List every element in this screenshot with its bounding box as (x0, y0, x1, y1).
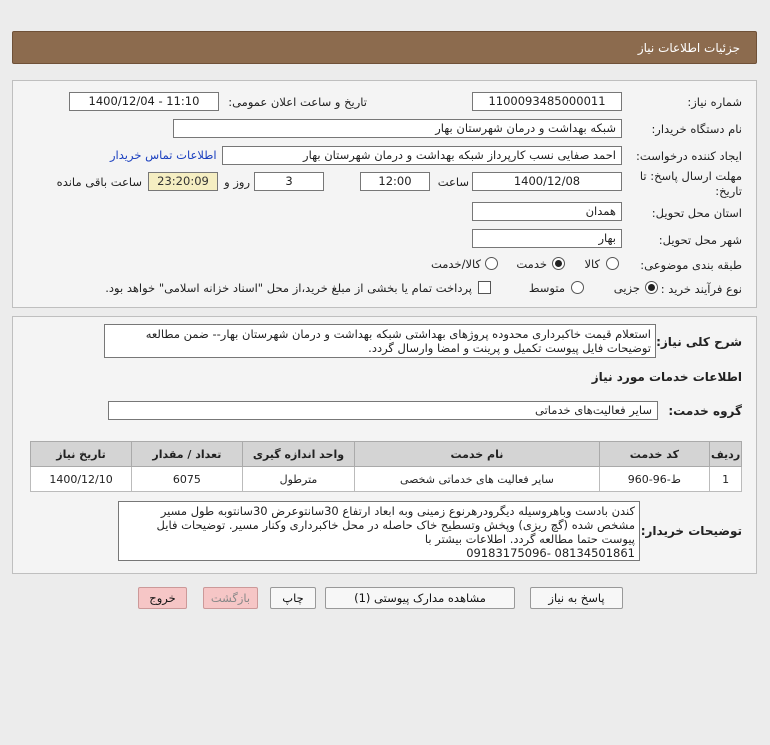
table-header-row (31, 442, 742, 467)
purchase-type-label: نوع فرآیند خرید : (660, 282, 742, 296)
col-qty: تعداد / مقدار (132, 442, 243, 467)
need-info-panel (12, 80, 757, 308)
cell-qty: 6075 (132, 467, 243, 492)
deadline-time-label: ساعت (437, 175, 469, 189)
summary-label: شرح کلی نیاز: (656, 335, 742, 349)
buyer-org-label: نام دستگاه خریدار: (651, 122, 742, 136)
purchase-radio-minor[interactable] (645, 281, 658, 294)
category-radio-service[interactable] (552, 257, 565, 270)
deadline-date-field: 1400/12/08 (472, 172, 622, 191)
province-field: همدان (472, 202, 622, 221)
days-field: 3 (254, 172, 324, 191)
services-table (30, 441, 742, 492)
table-row[interactable] (31, 467, 742, 492)
category-option-goods-service: کالا/خدمت (430, 257, 481, 271)
services-section-title: اطلاعات خدمات مورد نیاز (591, 370, 742, 384)
deadline-date-label: تاریخ: (715, 184, 742, 198)
col-date: تاریخ نیاز (31, 442, 132, 467)
col-index: ردیف (710, 442, 742, 467)
purchase-option-minor: جزیی (613, 281, 640, 295)
days-label: روز و (224, 175, 250, 189)
col-code: کد خدمت (599, 442, 710, 467)
buyer-notes-label: توضیحات خریدار: (640, 524, 742, 538)
deadline-time-field: 12:00 (360, 172, 430, 191)
buyer-org-field: شبکه بهداشت و درمان شهرستان بهار (173, 119, 622, 138)
buyer-notes-line: کندن بادست وباهروسیله دیگرودرهرنوع زمینی وبه ابعاد ارتفاع 30سانتوعرض 30سانتوبه طول مسیر (160, 504, 635, 518)
cell-unit: مترطول (242, 467, 355, 492)
treasury-payment-note: پرداخت تمام یا بخشی از مبلغ خرید،از محل "اسناد خزانه اسلامی" خواهد بود. (105, 281, 472, 295)
page-header (12, 31, 757, 64)
buyer-notes-line: 08134501861 -09183175096 (466, 546, 635, 560)
col-name: نام خدمت (355, 442, 599, 467)
service-group-label: گروه خدمت: (668, 404, 742, 418)
exit-button[interactable]: خروج (138, 587, 187, 609)
cell-code: ط-96-960 (599, 467, 710, 492)
creator-label: ایجاد کننده درخواست: (636, 149, 742, 163)
page-title: جزئیات اطلاعات نیاز (637, 41, 740, 55)
purchase-option-medium: متوسط (528, 281, 565, 295)
category-option-goods: کالا (584, 257, 600, 271)
view-attachments-button[interactable]: مشاهده مدارک پیوستی (1) (325, 587, 515, 609)
city-label: شهر محل تحویل: (658, 233, 742, 247)
cell-date: 1400/12/10 (31, 467, 132, 492)
print-button[interactable]: چاپ (270, 587, 316, 609)
buyer-notes-line: مشخص شده (گچ ریزی) وپخش وتسطیح خاک حاصله در محل خاکبرداری وکنار مسیر. توضیحات فایل (156, 518, 635, 532)
remaining-time-field: 23:20:09 (148, 172, 218, 191)
category-label: طبقه بندی موضوعی: (640, 258, 742, 272)
cell-name: سایر فعالیت های خدماتی شخصی (355, 467, 599, 492)
back-button[interactable]: بازگشت (203, 587, 258, 609)
cell-index: 1 (710, 467, 742, 492)
province-label: استان محل تحویل: (651, 206, 742, 220)
summary-text: استعلام قیمت خاکبرداری محدوده پروژهای بهداشتی شبکه بهداشت و درمان شهرستان بهار-- ضمن مطالعه توضیحات فایل پیوست تکمیل و پرینت و امضا وارسال گردد. (104, 324, 656, 358)
reply-button[interactable]: پاسخ به نیاز (530, 587, 623, 609)
need-number-label: شماره نیاز: (687, 95, 742, 109)
treasury-payment-checkbox[interactable] (478, 281, 491, 294)
buyer-notes-line: پیوست حتما مطالعه گردد. اطلاعات بیشتر با (424, 532, 635, 546)
purchase-radio-medium[interactable] (571, 281, 584, 294)
service-group-field: سایر فعالیت‌های خدماتی (108, 401, 658, 420)
announce-field: 1400/12/04 - 11:10 (69, 92, 219, 111)
creator-field: احمد صفایی نسب کارپرداز شبکه بهداشت و درمان شهرستان بهار (222, 146, 622, 165)
city-field: بهار (472, 229, 622, 248)
category-option-service: خدمت (516, 257, 547, 271)
buyer-contact-link[interactable]: اطلاعات تماس خریدار (110, 148, 217, 162)
remaining-label: ساعت باقی مانده (56, 175, 142, 189)
buyer-notes-text (118, 501, 640, 561)
category-radio-goods-service[interactable] (485, 257, 498, 270)
announce-label: تاریخ و ساعت اعلان عمومی: (228, 95, 367, 109)
category-radio-goods[interactable] (606, 257, 619, 270)
deadline-label: مهلت ارسال پاسخ: تا (639, 169, 742, 183)
need-number-field: 1100093485000011 (472, 92, 622, 111)
col-unit: واحد اندازه گیری (242, 442, 355, 467)
